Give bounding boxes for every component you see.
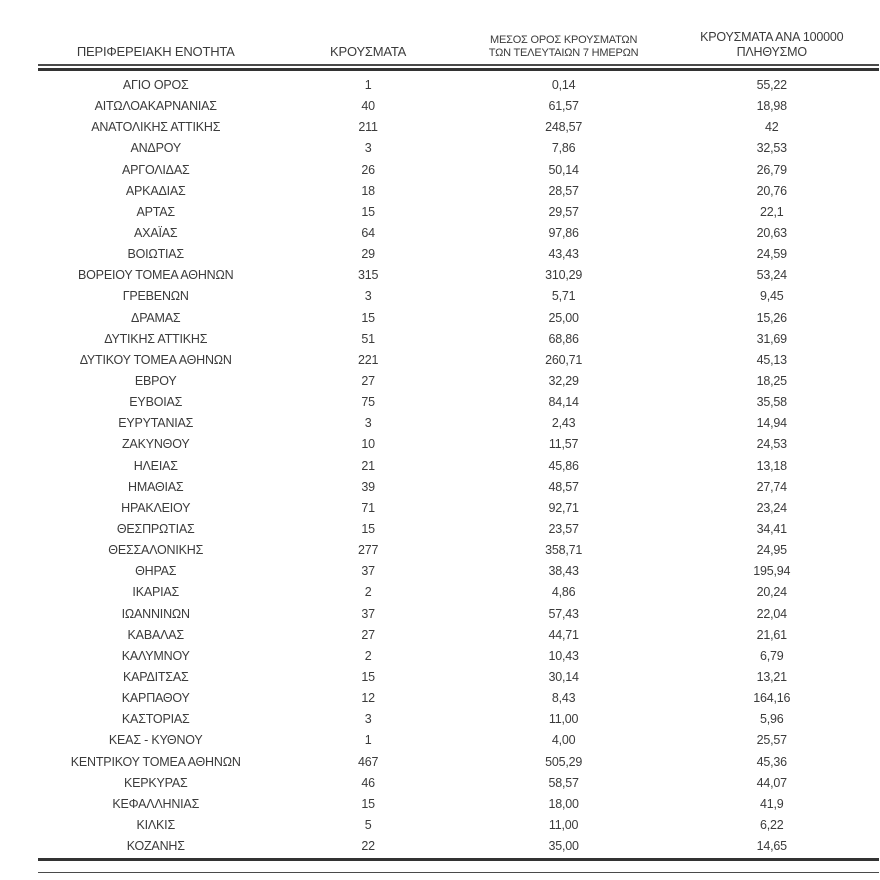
table-row	[38, 328, 879, 349]
avg7-cell: 25,00	[548, 310, 579, 325]
table-row	[38, 138, 879, 159]
table-row	[38, 222, 879, 243]
header-cases-label: ΚΡΟΥΣΜΑΤΑ	[330, 44, 407, 60]
region-cell: ΔΥΤΙΚΗΣ ΑΤΤΙΚΗΣ	[104, 331, 208, 346]
per100k-cell: 24,95	[756, 543, 787, 558]
per100k-cell: 24,59	[756, 247, 787, 262]
region-cell: ΘΗΡΑΣ	[135, 564, 177, 579]
table-row	[38, 476, 879, 497]
per100k-cell: 14,94	[756, 416, 787, 431]
header-region	[38, 44, 273, 64]
per100k-cell: 18,25	[756, 374, 787, 389]
cases-cell: 2	[364, 585, 372, 600]
cases-cell: 29	[361, 247, 375, 262]
cases-cell: 1	[364, 78, 372, 93]
region-cell: ΚΕΦΑΛΛΗΝΙΑΣ	[112, 796, 200, 811]
avg7-cell: 58,57	[548, 775, 579, 790]
avg7-cell: 7,86	[551, 141, 576, 156]
per100k-cell: 24,53	[756, 437, 787, 452]
region-cell: ΑΝΑΤΟΛΙΚΗΣ ΑΤΤΙΚΗΣ	[91, 120, 221, 135]
region-cell: ΖΑΚΥΝΘΟΥ	[122, 437, 190, 452]
region-cell: ΕΥΒΟΙΑΣ	[129, 395, 183, 410]
cases-cell: 15	[361, 796, 375, 811]
table-row	[38, 730, 879, 751]
avg7-cell: 18,00	[548, 796, 579, 811]
region-cell: ΘΕΣΣΑΛΟΝΙΚΗΣ	[108, 543, 204, 558]
region-cell: ΚΑΣΤΟΡΙΑΣ	[121, 712, 190, 727]
cases-cell: 12	[361, 691, 375, 706]
region-cell: ΒΟΙΩΤΙΑΣ	[127, 247, 184, 262]
per100k-cell: 31,69	[756, 331, 787, 346]
table-row	[38, 603, 879, 624]
per100k-cell: 20,76	[756, 183, 787, 198]
avg7-cell: 97,86	[548, 226, 579, 241]
avg7-cell: 0,14	[551, 78, 576, 93]
cases-cell: 51	[361, 331, 375, 346]
table-row	[38, 836, 879, 857]
per100k-cell: 27,74	[756, 479, 787, 494]
cases-cell: 75	[361, 395, 375, 410]
table-row	[38, 392, 879, 413]
table-row	[38, 624, 879, 645]
region-cell: ΑΓΙΟ ΟΡΟΣ	[122, 78, 189, 93]
header-avg7	[463, 34, 665, 64]
region-cell: ΒΟΡΕΙΟΥ ΤΟΜΕΑ ΑΘΗΝΩΝ	[78, 268, 234, 283]
header-cases	[273, 44, 462, 64]
region-cell: ΔΥΤΙΚΟΥ ΤΟΜΕΑ ΑΘΗΝΩΝ	[79, 352, 232, 367]
per100k-cell: 25,57	[756, 733, 787, 748]
bottom-rule-thick	[38, 858, 879, 861]
avg7-cell: 57,43	[548, 606, 579, 621]
cases-cell: 1	[364, 733, 372, 748]
cases-cell: 26	[361, 162, 375, 177]
avg7-cell: 28,57	[548, 183, 579, 198]
avg7-cell: 68,86	[548, 331, 579, 346]
table-row	[38, 434, 879, 455]
cases-cell: 3	[364, 416, 372, 431]
cases-cell: 22	[361, 839, 375, 854]
region-cell: ΚΕΡΚΥΡΑΣ	[123, 775, 188, 790]
per100k-cell: 18,98	[756, 99, 787, 114]
table-row	[38, 159, 879, 180]
cases-cell: 467	[357, 754, 379, 769]
per100k-cell: 34,41	[756, 522, 787, 537]
header-avg7-line1: ΜΕΣΟΣ ΟΡΟΣ ΚΡΟΥΣΜΑΤΩΝ	[490, 33, 638, 46]
avg7-cell: 505,29	[545, 754, 583, 769]
region-cell: ΕΥΡΥΤΑΝΙΑΣ	[118, 416, 194, 431]
header-per100k	[665, 30, 879, 64]
cases-cell: 37	[361, 564, 375, 579]
cases-cell: 15	[361, 522, 375, 537]
per100k-cell: 15,26	[756, 310, 787, 325]
cases-cell: 27	[361, 374, 375, 389]
region-cell: ΚΙΛΚΙΣ	[136, 817, 175, 832]
cases-cell: 15	[361, 670, 375, 684]
per100k-cell: 20,24	[756, 585, 787, 600]
per100k-cell: 6,79	[759, 648, 784, 663]
avg7-cell: 248,57	[545, 120, 583, 135]
table-row	[38, 413, 879, 434]
header-avg7-line2: ΤΩΝ ΤΕΛΕΥΤΑΙΩΝ 7 ΗΜΕΡΩΝ	[488, 46, 639, 59]
avg7-cell: 10,43	[548, 648, 579, 663]
avg7-cell: 23,57	[548, 522, 579, 537]
region-cell: ΚΕΑΣ - ΚΥΘΝΟΥ	[108, 733, 203, 748]
cases-table	[38, 20, 879, 873]
region-cell: ΑΡΤΑΣ	[136, 204, 175, 219]
avg7-cell: 2,43	[551, 416, 576, 431]
region-cell: ΙΩΑΝΝΙΝΩΝ	[121, 606, 190, 621]
per100k-cell: 41,9	[759, 796, 784, 811]
header-per100k-line1: ΚΡΟΥΣΜΑΤΑ ΑΝΑ 100000	[700, 30, 844, 44]
per100k-cell: 195,94	[753, 564, 791, 579]
per100k-cell: 35,58	[756, 395, 787, 410]
per100k-cell: 5,96	[759, 712, 784, 727]
per100k-cell: 22,04	[756, 606, 787, 621]
avg7-cell: 4,86	[551, 585, 576, 600]
per100k-cell: 14,65	[756, 839, 787, 854]
region-cell: ΔΡΑΜΑΣ	[131, 310, 181, 325]
per100k-cell: 44,07	[756, 775, 787, 790]
avg7-cell: 61,57	[548, 99, 579, 114]
region-cell: ΓΡΕΒΕΝΩΝ	[122, 289, 189, 304]
region-cell: ΘΕΣΠΡΩΤΙΑΣ	[116, 522, 195, 537]
avg7-cell: 11,00	[548, 817, 579, 832]
avg7-cell: 43,43	[548, 247, 579, 262]
avg7-cell: 11,00	[548, 712, 579, 727]
avg7-cell: 5,71	[551, 289, 576, 304]
table-row	[38, 370, 879, 391]
region-cell: ΑΧΑΪΑΣ	[134, 226, 178, 241]
cases-cell: 5	[364, 817, 372, 832]
avg7-cell: 50,14	[548, 162, 579, 177]
region-cell: ΚΑΒΑΛΑΣ	[127, 627, 184, 642]
avg7-cell: 358,71	[545, 543, 583, 558]
avg7-cell: 48,57	[548, 479, 579, 494]
per100k-cell: 26,79	[756, 162, 787, 177]
cases-cell: 3	[364, 712, 372, 727]
table-row	[38, 814, 879, 835]
region-cell: ΑΡΚΑΔΙΑΣ	[125, 183, 186, 198]
header-region-label: ΠΕΡΙΦΕΡΕΙΑΚΗ ΕΝΟΤΗΤΑ	[76, 44, 235, 60]
per100k-cell: 6,22	[759, 817, 784, 832]
per100k-cell: 53,24	[756, 268, 787, 283]
per100k-cell: 55,22	[756, 78, 787, 93]
table-row	[38, 349, 879, 370]
bottom-rule-thin	[38, 872, 879, 874]
table-row	[38, 793, 879, 814]
cases-cell: 46	[361, 775, 375, 790]
per100k-cell: 13,21	[756, 670, 787, 684]
region-cell: ΑΝΔΡΟΥ	[130, 141, 181, 156]
cases-cell: 40	[361, 99, 375, 114]
avg7-cell: 310,29	[545, 268, 583, 283]
table-row	[38, 117, 879, 138]
cases-cell: 221	[357, 352, 379, 367]
cases-cell: 10	[361, 437, 375, 452]
avg7-cell: 30,14	[548, 670, 579, 684]
table-row	[38, 540, 879, 561]
avg7-cell: 11,57	[548, 437, 579, 452]
cases-cell: 27	[361, 627, 375, 642]
table-row	[38, 709, 879, 730]
per100k-cell: 9,45	[759, 289, 784, 304]
table-row	[38, 497, 879, 518]
per100k-cell: 20,63	[756, 226, 787, 241]
table-row	[38, 455, 879, 476]
cases-cell: 64	[361, 226, 375, 241]
table-row	[38, 180, 879, 201]
region-cell: ΗΡΑΚΛΕΙΟΥ	[121, 500, 191, 515]
cases-cell: 211	[358, 120, 378, 135]
region-cell: ΑΙΤΩΛΟΑΚΑΡΝΑΝΙΑΣ	[94, 99, 217, 114]
avg7-cell: 92,71	[548, 500, 579, 515]
avg7-cell: 32,29	[548, 374, 579, 389]
region-cell: ΚΑΡΠΑΘΟΥ	[121, 691, 190, 706]
cases-cell: 39	[361, 479, 375, 494]
table-row	[38, 666, 879, 687]
table-row	[38, 96, 879, 117]
table-row	[38, 75, 879, 96]
cases-cell: 3	[364, 141, 372, 156]
cases-cell: 37	[361, 606, 375, 621]
cases-cell: 15	[361, 310, 375, 325]
table-row	[38, 201, 879, 222]
per100k-cell: 164,16	[753, 691, 791, 706]
region-cell: ΗΜΑΘΙΑΣ	[128, 479, 184, 494]
cases-cell: 21	[361, 458, 375, 473]
region-cell: ΕΒΡΟΥ	[134, 374, 177, 389]
cases-cell: 277	[357, 543, 379, 558]
table-row	[38, 307, 879, 328]
cases-cell: 3	[364, 289, 372, 304]
table-row	[38, 265, 879, 286]
table-row	[38, 518, 879, 539]
per100k-cell: 21,61	[756, 627, 787, 642]
per100k-cell: 45,13	[756, 352, 787, 367]
header-rule-thin	[38, 64, 879, 66]
per100k-cell: 45,36	[756, 754, 787, 769]
table-row	[38, 286, 879, 307]
region-cell: ΗΛΕΙΑΣ	[133, 458, 178, 473]
per100k-cell: 32,53	[756, 141, 787, 156]
avg7-cell: 35,00	[548, 839, 579, 854]
region-cell: ΚΑΛΥΜΝΟΥ	[121, 648, 190, 663]
cases-cell: 18	[361, 183, 375, 198]
header-per100k-line2: ΠΛΗΘΥΣΜΟ	[736, 45, 807, 59]
region-cell: ΚΟΖΑΝΗΣ	[126, 839, 185, 854]
avg7-cell: 45,86	[548, 458, 579, 473]
per100k-cell: 22,1	[759, 204, 784, 219]
region-cell: ΚΑΡΔΙΤΣΑΣ	[122, 670, 189, 684]
avg7-cell: 29,57	[548, 204, 579, 219]
avg7-cell: 38,43	[548, 564, 579, 579]
per100k-cell: 13,18	[756, 458, 787, 473]
table-row	[38, 688, 879, 709]
cases-cell: 315	[357, 268, 379, 283]
avg7-cell: 260,71	[545, 352, 583, 367]
table-row	[38, 645, 879, 666]
region-cell: ΑΡΓΟΛΙΔΑΣ	[121, 162, 190, 177]
cases-cell: 2	[364, 648, 372, 663]
table-row	[38, 582, 879, 603]
per100k-cell: 23,24	[756, 500, 787, 515]
region-cell: ΚΕΝΤΡΙΚΟΥ ΤΟΜΕΑ ΑΘΗΝΩΝ	[70, 754, 241, 769]
table-header	[38, 20, 879, 64]
avg7-cell: 8,43	[551, 691, 576, 706]
table-row	[38, 772, 879, 793]
cases-cell: 15	[361, 204, 375, 219]
table-row	[38, 751, 879, 772]
cases-cell: 71	[361, 500, 375, 515]
avg7-cell: 84,14	[548, 395, 579, 410]
avg7-cell: 4,00	[551, 733, 576, 748]
table-row	[38, 561, 879, 582]
per100k-cell: 42	[764, 120, 779, 135]
avg7-cell: 44,71	[548, 627, 579, 642]
region-cell: ΙΚΑΡΙΑΣ	[132, 585, 180, 600]
table-row	[38, 244, 879, 265]
table-body	[38, 71, 879, 857]
